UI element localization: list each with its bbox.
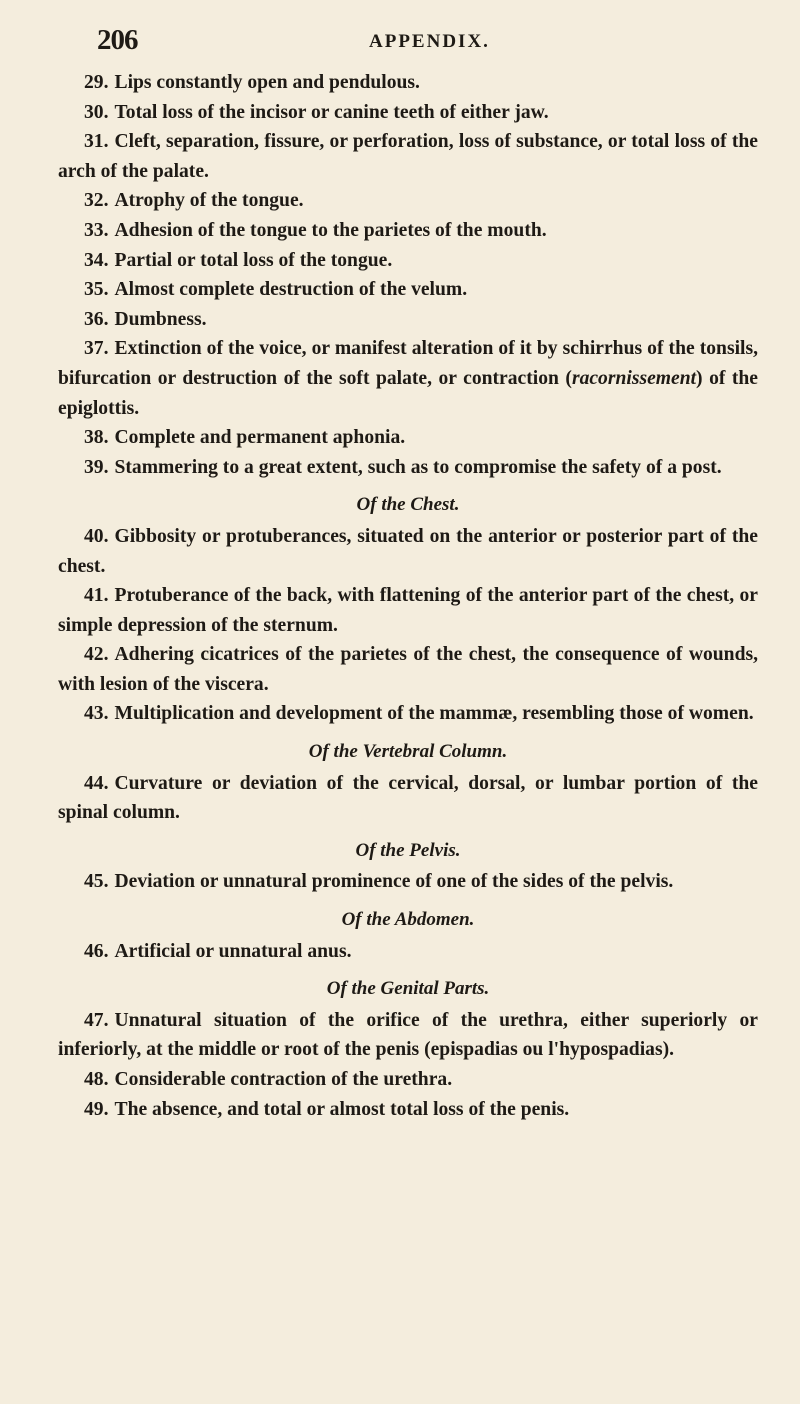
page-header (58, 22, 758, 68)
item-number: 41. (84, 585, 109, 607)
list-item (58, 305, 758, 335)
item-number: 35. (84, 279, 109, 301)
italic-term: racornissement (571, 367, 697, 389)
item-text: Gibbosity or protuberances, situated on the anterior or posterior part of the chest. (58, 525, 758, 577)
item-text: Almost complete destruction of the velum. (114, 279, 468, 301)
section-heading: Of the Pelvis. (355, 839, 461, 861)
section-heading: Of the Abdomen. (341, 909, 475, 931)
item-text: Unnatural situation of the orifice of the urethra, either superiorly or inferiorly, at the middle or root of the penis (epispadias ou l'hypospadias). (58, 1009, 758, 1061)
item-number: 45. (84, 871, 109, 893)
item-number: 36. (84, 308, 109, 330)
item-text: ) of the epiglottis. (58, 367, 758, 419)
list-item (58, 581, 758, 640)
item-text: Dumbness. (114, 308, 207, 330)
item-text: Protuberance of the back, with flattening of the anterior part of the chest, or simple depression of the sternum. (58, 585, 758, 636)
list-item (58, 1065, 758, 1095)
item-number: 32. (84, 190, 109, 212)
item-text: Atrophy of the tongue. (114, 190, 304, 212)
list-item (58, 127, 758, 186)
item-text: Adhesion of the tongue to the parietes of the mouth. (114, 219, 547, 241)
list-item (58, 699, 758, 729)
item-number: 31. (84, 131, 109, 153)
page-body (58, 68, 758, 1124)
item-text: Artificial or unnatural anus. (114, 940, 352, 962)
item-text: Curvature or deviation of the cervical, dorsal, or lumbar portion of the spinal column. (58, 772, 758, 824)
list-item (58, 640, 758, 699)
item-number: 33. (84, 219, 109, 241)
item-number: 38. (84, 427, 109, 449)
list-item (58, 186, 758, 216)
item-number: 30. (84, 101, 109, 123)
item-number: 46. (84, 940, 109, 962)
item-number: 44. (84, 772, 109, 794)
list-item (58, 937, 758, 967)
item-text: Partial or total loss of the tongue. (114, 249, 393, 271)
list-item (58, 423, 758, 453)
list-item (58, 522, 758, 581)
item-text: Lips constantly open and pendulous. (114, 72, 420, 93)
running-head: APPENDIX. (369, 31, 490, 52)
item-text: The absence, and total or almost total loss of the penis. (114, 1098, 570, 1120)
item-number: 29. (84, 72, 109, 93)
list-item (58, 1006, 758, 1065)
item-number: 47. (84, 1009, 109, 1031)
item-number: 34. (84, 249, 109, 271)
item-text: Considerable contraction of the urethra. (114, 1069, 453, 1090)
list-item (58, 769, 758, 828)
item-text: Multiplication and development of the mammæ, resembling those of women. (114, 703, 754, 725)
item-text: Adhering cicatrices of the parietes of the chest, the consequence of wounds, with lesion of the viscera. (58, 644, 758, 695)
item-text: Cleft, separation, fissure, or perforation, loss of substance, or total loss of the arch of the palate. (58, 131, 758, 182)
list-item (58, 216, 758, 246)
list-item (58, 867, 758, 897)
item-text: Deviation or unnatural prominence of one of the sides of the pelvis. (114, 871, 674, 893)
section-heading: Of the Genital Parts. (326, 978, 490, 1000)
list-item (58, 275, 758, 305)
item-number: 48. (84, 1069, 109, 1090)
section-heading: Of the Chest. (356, 494, 460, 516)
list-item (58, 453, 758, 483)
item-text: Total loss of the incisor or canine teeth of either jaw. (114, 101, 549, 123)
item-number: 37. (84, 338, 109, 360)
item-number: 39. (84, 456, 109, 478)
item-number: 42. (84, 644, 109, 666)
item-text: Complete and permanent aphonia. (114, 427, 406, 449)
item-number: 49. (84, 1098, 109, 1120)
list-item (58, 1095, 758, 1125)
list-item (58, 98, 758, 128)
list-item (58, 68, 758, 98)
page-number: 206 (97, 24, 138, 56)
item-text: Stammering to a great extent, such as to compromise the safety of a post. (114, 456, 722, 478)
item-text: Extinction of the voice, or manifest alteration of it by schirrhus of the tonsils, bifurcation or destruction of the soft palate, or contraction ( (58, 338, 758, 389)
item-number: 40. (84, 525, 109, 547)
item-number: 43. (84, 703, 109, 725)
list-item (58, 334, 758, 423)
section-heading: Of the Vertebral Column. (308, 741, 508, 763)
list-item (58, 246, 758, 276)
